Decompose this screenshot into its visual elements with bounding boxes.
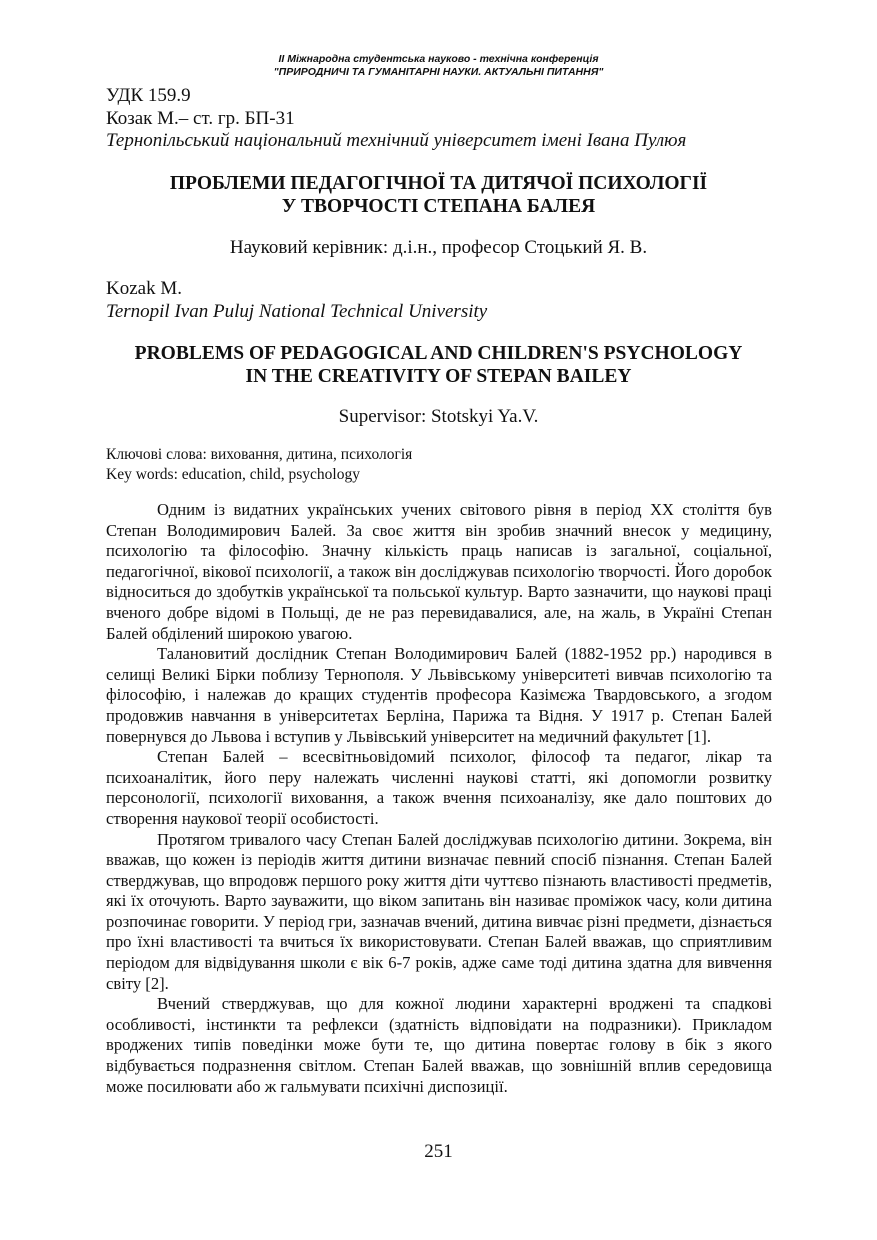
- title-en-line1: PROBLEMS OF PEDAGOGICAL AND CHILDREN'S PSYCHOLOGY: [134, 343, 743, 364]
- university-ua: Тернопільський національний технічний університет імені Івана Пулюя: [106, 130, 687, 151]
- supervisor-en: Supervisor: Stotskyi Ya.V.: [338, 406, 539, 427]
- paragraph: Степан Балей – всесвітньовідомий психолог, філософ та педагог, лікар та психоаналітик, його перу належать численні наукові статті, які допомогли розвитку персонології, психології виховання, а також вчення психоаналізу, яке дало поштових до створення наукової теорії особистості.: [106, 747, 772, 828]
- title-ua-line2: У ТВОРЧОСТІ СТЕПАНА БАЛЕЯ: [281, 196, 596, 217]
- supervisor-ua: Науковий керівник: д.і.н., професор Стоцький Я. В.: [229, 237, 648, 258]
- conference-name: II Міжнародна студентська науково - технічна конференція: [278, 53, 599, 65]
- page-number: 251: [424, 1141, 453, 1162]
- article-body: [106, 500, 772, 1097]
- title-en-line2: IN THE CREATIVITY OF STEPAN BAILEY: [245, 366, 632, 387]
- paragraph: Вчений стверджував, що для кожної людини характерні вроджені та спадкові особливості, інстинкти та рефлекси (здатність відповідати на подразники). Прикладом вроджених типів поведінки може бути те, що дитина повертає голову в бік з якого відбувається подразнення світлом. Степан Балей вважав, що зовнішній вплив середовища може посилювати або ж гальмувати психічні диспозиції.: [106, 994, 772, 1096]
- keywords-en: Key words: education, child, psychology: [106, 466, 360, 483]
- author-ua: Козак М.– ст. гр. БП-31: [106, 108, 295, 129]
- title-ua-line1: ПРОБЛЕМИ ПЕДАГОГІЧНОЇ ТА ДИТЯЧОЇ ПСИХОЛОГІЇ: [169, 173, 708, 194]
- university-en: Ternopil Ivan Puluj National Technical University: [106, 301, 488, 322]
- keywords-ua: Ключові слова: виховання, дитина, психологія: [106, 446, 413, 463]
- author-en: Kozak M.: [106, 278, 182, 299]
- paragraph: Одним із видатних українських учених світового рівня в період XX століття був Степан Володимирович Балей. За своє життя він зробив значний внесок у медицину, психологію та філософію. Значну кількість праць написав із загальної, соціальної, педагогічної, вікової психології, а також він досліджував психологію творчості. Його доробок відноситься до здобутків української та польської культур. Варто зазначити, що наукові праці вченого добре відомі в Польщі, де не раз перевидавалися, але, на жаль, в Україні Степан Балей обділений широкою увагою.: [106, 500, 772, 643]
- paragraph: Протягом тривалого часу Степан Балей досліджував психологію дитини. Зокрема, він вважав, що кожен із періодів життя дитини визначає певний спосіб пізнання. Степан Балей стверджував, що впродовж першого року життя діти чуттєво пізнають властивості предметів, які їх оточують. Варто зауважити, що віком запитань він називає проміжок часу, коли дитина розпочинає говорити. У період гри, зазначав вчений, дитина вивчає різні предмети, дізнається про їхні властивості та вчиться їх використовувати. Степан Балей вважав, що сприятливим періодом для відвідування школи є вік 6-7 років, адже саме тоді дитина здатна для вивчення світу [2].: [106, 829, 772, 993]
- paragraph: Талановитий дослідник Степан Володимирович Балей (1882-1952 рр.) народився в селищі Великі Бірки поблизу Тернополя. У Львівському університеті вивчав психологію та філософію, і належав до кращих студентів професора Казімєжа Твардовського, а згодом продовжив навчання в університетах Берліна, Парижа та Відня. У 1917 р. Степан Балей повернувся до Львова і вступив у Львівський університет на медичний факультет [1].: [106, 644, 772, 746]
- conference-theme: "ПРИРОДНИЧІ ТА ГУМАНІТАРНІ НАУКИ. АКТУАЛЬНІ ПИТАННЯ": [273, 66, 604, 78]
- udk-code: УДК 159.9: [106, 85, 191, 106]
